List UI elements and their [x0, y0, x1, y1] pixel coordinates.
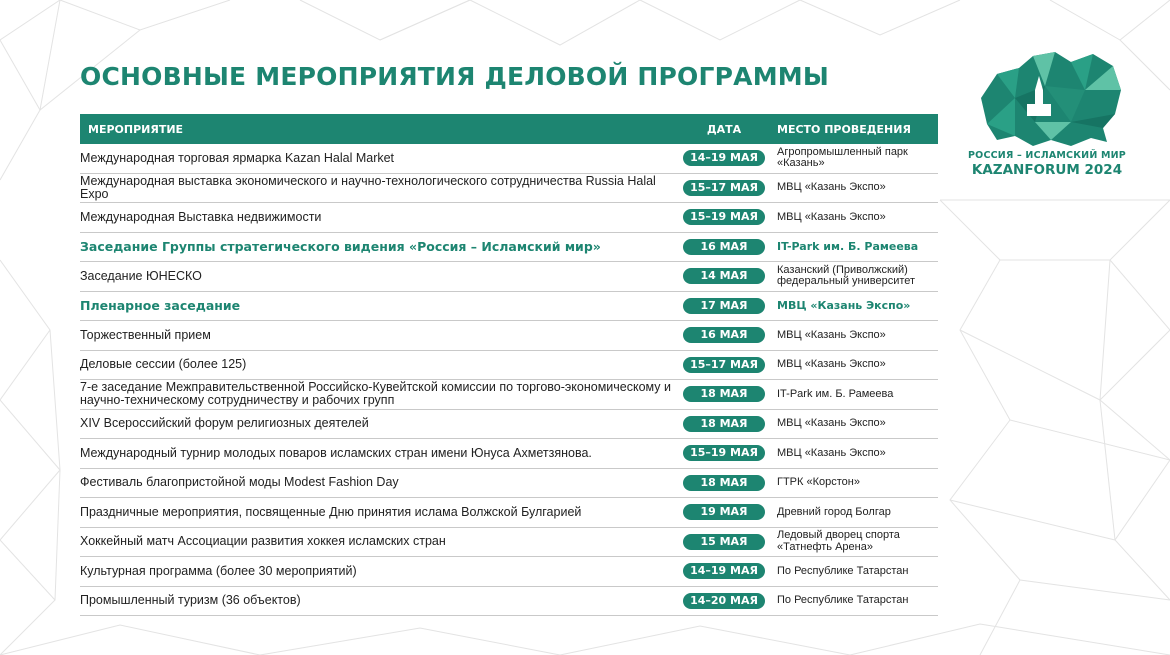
event-date-cell: [680, 150, 768, 166]
event-date-cell: [680, 209, 768, 225]
event-date-badge: 14–19 МАЯ: [683, 150, 765, 166]
table-row: [80, 410, 938, 440]
event-place: IT-Park им. Б. Рамеева: [777, 387, 894, 400]
event-date-cell: [680, 298, 768, 314]
header-event: МЕРОПРИЯТИЕ: [88, 122, 184, 136]
event-date-badge: 16 МАЯ: [683, 327, 765, 343]
event-date-cell: [680, 268, 768, 284]
event-date-cell: [680, 475, 768, 491]
event-place: Агропромышленный парк «Казань»: [777, 145, 908, 170]
event-date-badge: 17 МАЯ: [683, 298, 765, 314]
event-date-cell: [680, 357, 768, 373]
event-place: ГТРК «Корстон»: [777, 476, 860, 488]
events-table: [80, 114, 938, 616]
event-date-cell: [680, 239, 768, 255]
event-name: Международная Выставка недвижимости: [80, 209, 322, 224]
event-place: По Республике Татарстан: [777, 564, 909, 577]
event-name: Международный турнир молодых поваров исламских стран имени Юнуса Ахметзянова.: [80, 445, 592, 460]
table-row: [80, 557, 938, 587]
event-name: XIV Всероссийский форум религиозных деятелей: [80, 416, 369, 431]
event-name: Культурная программа (более 30 мероприятий): [80, 563, 357, 578]
table-row: [80, 233, 938, 263]
event-place: МВЦ «Казань Экспо»: [777, 181, 886, 193]
event-name: Пленарное заседание: [80, 298, 241, 314]
event-name: Деловые сессии (более 125): [80, 357, 247, 372]
event-place: Древний город Болгар: [777, 505, 891, 518]
event-date-badge: 16 МАЯ: [683, 239, 765, 255]
table-body: [80, 144, 938, 616]
table-row: [80, 144, 938, 174]
event-date-badge: 15 МАЯ: [683, 534, 765, 550]
table-row: [80, 351, 938, 381]
table-row: [80, 528, 938, 558]
event-name: Заседание Группы стратегического видения «Россия – Исламский мир»: [80, 239, 601, 255]
event-name: Фестиваль благопристойной моды Modest Fashion Day: [80, 475, 399, 490]
header-date: ДАТА: [706, 122, 742, 136]
event-date-badge: 19 МАЯ: [683, 504, 765, 520]
event-place: МВЦ «Казань Экспо»: [777, 446, 886, 459]
event-name: Международная торговая ярмарка Kazan Halal Market: [80, 150, 395, 165]
event-place: По Республике Татарстан: [777, 594, 909, 606]
table-row: [80, 321, 938, 351]
event-name: 7-е заседание Межправительственной Российско-Кувейтской комиссии по торгово-экономическому и научно-техническому сотрудничеству и рабочих групп: [80, 380, 671, 408]
logo-caption: [962, 150, 1132, 178]
event-place: МВЦ «Казань Экспо»: [777, 328, 886, 341]
event-date-cell: [680, 504, 768, 520]
table-row: [80, 587, 938, 617]
event-name: Торжественный прием: [80, 327, 211, 342]
event-date-cell: [680, 180, 768, 196]
table-header: [80, 114, 938, 144]
event-place: IT-Park им. Б. Рамеева: [777, 240, 919, 253]
event-date-cell: [680, 386, 768, 402]
event-date-cell: [680, 593, 768, 609]
event-date-badge: 18 МАЯ: [683, 386, 765, 402]
event-date-badge: 15–17 МАЯ: [683, 357, 765, 373]
event-date-badge: 15–17 МАЯ: [683, 180, 765, 196]
event-date-cell: [680, 445, 768, 461]
event-date-badge: 18 МАЯ: [683, 416, 765, 432]
table-row: [80, 469, 938, 499]
event-date-badge: 15–19 МАЯ: [683, 209, 765, 225]
table-row: [80, 498, 938, 528]
event-place: Ледовый дворец спорта «Татнефть Арена»: [777, 529, 900, 553]
table-row: [80, 174, 938, 204]
event-name: Промышленный туризм (36 объектов): [80, 593, 301, 608]
event-date-cell: [680, 416, 768, 432]
event-name: Международная выставка экономического и научно-технологического сотрудничества Russia Halal Expo: [80, 173, 656, 201]
page-title: ОСНОВНЫЕ МЕРОПРИЯТИЯ ДЕЛОВОЙ ПРОГРАММЫ: [80, 62, 829, 91]
event-name: Праздничные мероприятия, посвященные Дню принятия ислама Волжской Булгарией: [80, 504, 582, 519]
event-date-badge: 14 МАЯ: [683, 268, 765, 284]
event-place: МВЦ «Казань Экспо»: [777, 210, 886, 223]
table-row: [80, 380, 938, 410]
table-row: [80, 262, 938, 292]
event-place: МВЦ «Казань Экспо»: [777, 299, 911, 312]
event-date-badge: 14–20 МАЯ: [683, 593, 765, 609]
event-date-badge: 14–19 МАЯ: [683, 563, 765, 579]
logo-name: KAZANFORUM 2024: [971, 162, 1123, 178]
event-date-badge: 15–19 МАЯ: [683, 445, 765, 461]
event-place: Казанский (Приволжский) федеральный университет: [777, 263, 916, 288]
table-row: [80, 439, 938, 469]
event-place: МВЦ «Казань Экспо»: [777, 417, 886, 429]
header-place: МЕСТО ПРОВЕДЕНИЯ: [777, 122, 911, 136]
event-date-cell: [680, 534, 768, 550]
logo-subtitle: РОССИЯ – ИСЛАМСКИЙ МИР: [968, 150, 1126, 161]
event-date-badge: 18 МАЯ: [683, 475, 765, 491]
table-row: [80, 292, 938, 322]
table-row: [80, 203, 938, 233]
event-place: МВЦ «Казань Экспо»: [777, 358, 886, 370]
event-date-cell: [680, 327, 768, 343]
event-name: Заседание ЮНЕСКО: [80, 268, 202, 283]
event-name: Хоккейный матч Ассоциации развития хоккея исламских стран: [80, 534, 446, 549]
event-date-cell: [680, 563, 768, 579]
